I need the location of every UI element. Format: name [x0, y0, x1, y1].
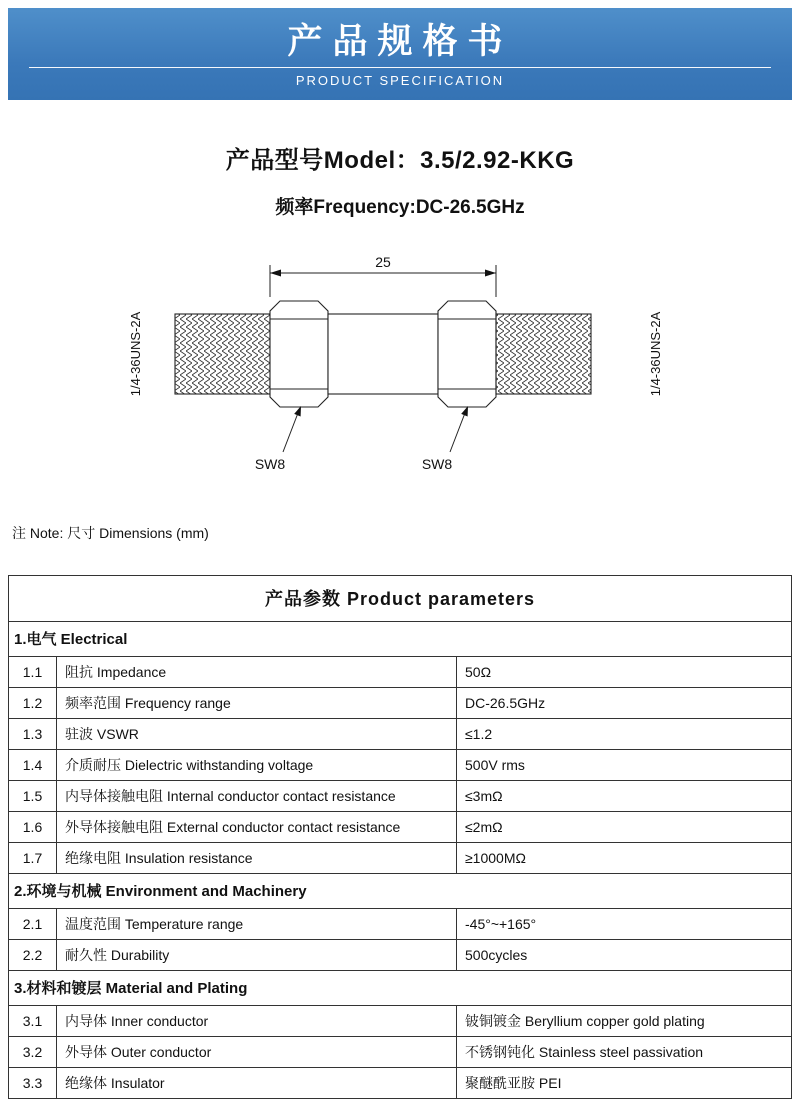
sw8-left-label: SW8: [254, 456, 286, 472]
table-row: [9, 657, 791, 688]
row-description: 内导体 Inner conductor: [57, 1006, 457, 1036]
sw8-right-arrow: [461, 406, 468, 417]
header-title-cn: 产品规格书: [287, 21, 513, 61]
right-hex-nut: [438, 301, 496, 407]
row-description: 内导体接触电阻 Internal conductor contact resistance: [57, 781, 457, 811]
sw8-right-label: SW8: [421, 456, 453, 472]
section-heading: 3.材料和镀层 Material and Plating: [9, 971, 791, 1006]
row-number: 1.4: [9, 750, 57, 780]
left-hex-nut: [270, 301, 328, 407]
table-row: [9, 750, 791, 781]
row-value: 不锈钢钝化 Stainless steel passivation: [465, 1044, 704, 1060]
table-row: [9, 812, 791, 843]
table-row: [9, 1068, 791, 1098]
table-row: [9, 1006, 791, 1037]
table-row: [9, 909, 791, 940]
row-description: 外导体 Outer conductor: [57, 1037, 457, 1067]
sw8-right-leader: [450, 413, 465, 452]
frequency-range: 频率Frequency:DC-26.5GHz: [275, 197, 525, 218]
row-description: 频率范围 Frequency range: [57, 688, 457, 718]
left-thread-section: [175, 314, 270, 394]
row-description: 绝缘电阻 Insulation resistance: [57, 843, 457, 873]
header-title-en: PRODUCT SPECIFICATION: [295, 72, 505, 88]
row-value: 铍铜镀金 Beryllium copper gold plating: [465, 1013, 705, 1029]
row-number: 2.2: [9, 940, 57, 970]
model-info: [8, 140, 792, 219]
row-number: 1.6: [9, 812, 57, 842]
row-description: 驻波 VSWR: [57, 719, 457, 749]
row-value: ≥1000MΩ: [465, 850, 526, 866]
table-body: [9, 622, 791, 1098]
row-number: 1.7: [9, 843, 57, 873]
row-description: 绝缘体 Insulator: [57, 1068, 457, 1098]
dimension-label: 25: [375, 254, 391, 270]
dimensions-note: 注 Note: 尺寸 Dimensions (mm): [12, 525, 209, 541]
connector-drawing: [120, 239, 680, 479]
table-title: 产品参数 Product parameters: [9, 576, 791, 622]
row-value: 聚醚酰亚胺 PEI: [465, 1075, 562, 1091]
table-row: [9, 843, 791, 874]
table-row: [9, 781, 791, 812]
section-heading: 2.环境与机械 Environment and Machinery: [9, 874, 791, 909]
model-number: 产品型号Model：3.5/2.92-KKG: [225, 147, 575, 174]
right-thread-spec-label: 1/4-36UNS-2A: [648, 311, 663, 397]
row-value: DC-26.5GHz: [465, 695, 546, 711]
row-value: ≤2mΩ: [465, 819, 503, 835]
left-thread-spec-label: 1/4-36UNS-2A: [128, 311, 143, 397]
dimension-arrow-left: [270, 270, 281, 277]
row-number: 3.3: [9, 1068, 57, 1098]
table-row: [9, 719, 791, 750]
row-value: -45°~+165°: [465, 916, 537, 932]
row-number: 3.1: [9, 1006, 57, 1036]
row-value: ≤1.2: [465, 726, 493, 742]
table-row: [9, 940, 791, 971]
row-value: 500V rms: [465, 757, 525, 773]
sw8-left-leader: [283, 413, 298, 452]
row-value: 500cycles: [465, 947, 528, 963]
row-description: 耐久性 Durability: [57, 940, 457, 970]
center-barrel: [328, 314, 438, 394]
row-description: 阻抗 Impedance: [57, 657, 457, 687]
row-description: 介质耐压 Dielectric withstanding voltage: [57, 750, 457, 780]
row-number: 3.2: [9, 1037, 57, 1067]
section-heading: 1.电气 Electrical: [9, 622, 791, 657]
technical-drawing: [8, 239, 792, 479]
table-row: [9, 688, 791, 719]
document-header: [8, 8, 792, 100]
row-number: 1.1: [9, 657, 57, 687]
table-row: [9, 1037, 791, 1068]
row-description: 温度范围 Temperature range: [57, 909, 457, 939]
parameters-table: [8, 575, 792, 1099]
row-value: 50Ω: [465, 664, 492, 680]
row-number: 1.2: [9, 688, 57, 718]
row-number: 1.5: [9, 781, 57, 811]
row-number: 1.3: [9, 719, 57, 749]
row-number: 2.1: [9, 909, 57, 939]
row-value: ≤3mΩ: [465, 788, 503, 804]
right-thread-section: [496, 314, 591, 394]
dimension-arrow-right: [485, 270, 496, 277]
header-divider: [29, 67, 771, 68]
sw8-left-arrow: [294, 406, 301, 417]
row-description: 外导体接触电阻 External conductor contact resistance: [57, 812, 457, 842]
